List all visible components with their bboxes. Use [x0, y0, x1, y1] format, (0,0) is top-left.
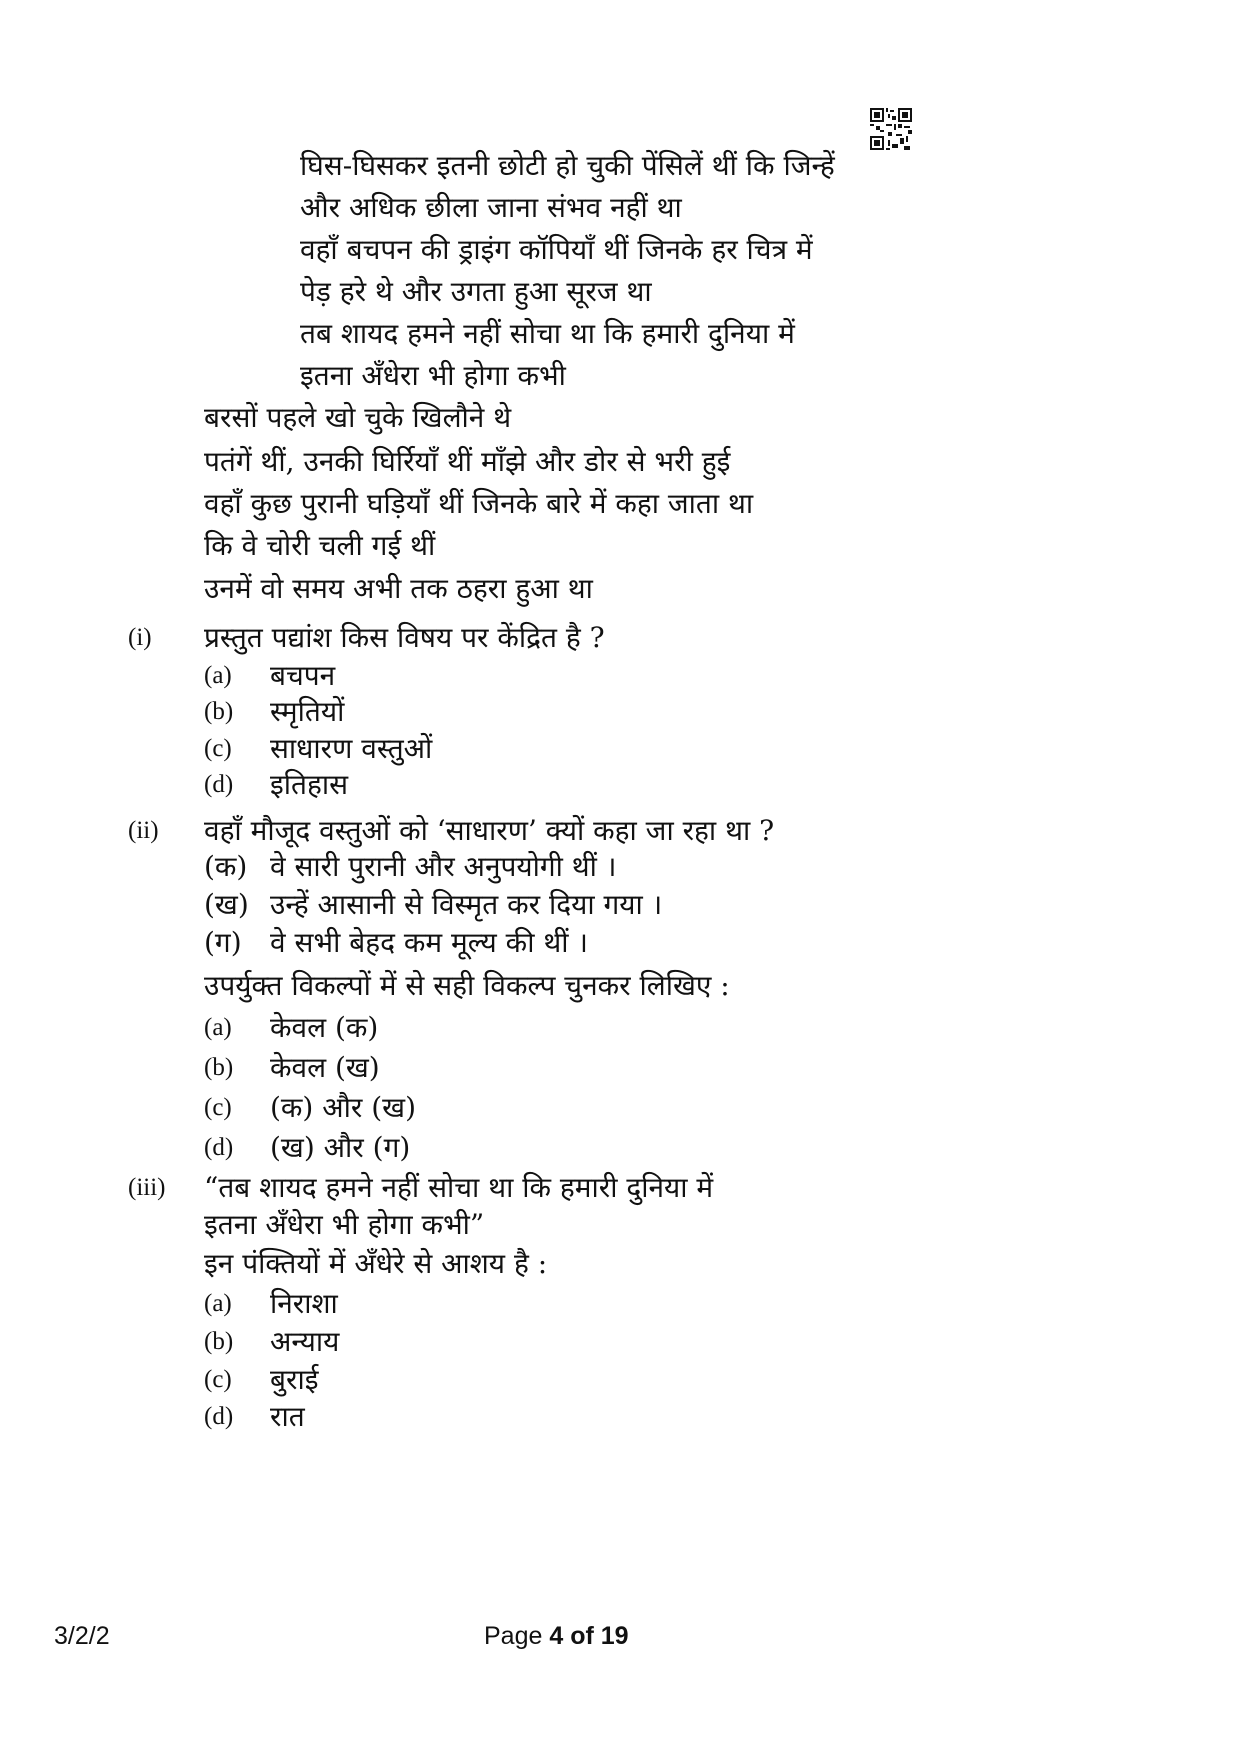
- option-text: इतिहास: [270, 768, 349, 801]
- question-number: (i): [128, 624, 152, 651]
- quote-line: “तब शायद हमने नहीं सोचा था कि हमारी दुनिया में: [204, 1171, 714, 1204]
- question-number: (ii): [128, 817, 159, 844]
- option-label: (b): [204, 698, 234, 725]
- option-label: (d): [204, 1403, 234, 1430]
- page-total: 19: [600, 1622, 629, 1650]
- question-text: इन पंक्तियों में अँधेरे से आशय है :: [204, 1247, 548, 1280]
- option-text: निराशा: [270, 1287, 338, 1320]
- option-text: (ख) और (ग): [270, 1131, 411, 1164]
- of-word: of: [570, 1622, 594, 1650]
- poem-line: इतना अँधेरा भी होगा कभी: [300, 359, 566, 392]
- statement-text: वे सभी बेहद कम मूल्य की थीं ।: [270, 926, 588, 959]
- option-label: (a): [204, 1014, 232, 1041]
- poem-line: वहाँ कुछ पुरानी घड़ियाँ थीं जिनके बारे में कहा जाता था: [204, 487, 754, 520]
- page-number: [484, 1621, 629, 1651]
- option-label: (b): [204, 1328, 234, 1355]
- option-text: बचपन: [270, 659, 336, 692]
- option-label: (c): [204, 735, 232, 762]
- option-text: (क) और (ख): [270, 1091, 417, 1124]
- paper-code: 3/2/2: [54, 1622, 110, 1650]
- poem-line: वहाँ बचपन की ड्राइंग कॉपियाँ थीं जिनके हर चित्र में: [300, 233, 813, 266]
- poem-line: उनमें वो समय अभी तक ठहरा हुआ था: [204, 572, 593, 605]
- option-label: (a): [204, 662, 232, 689]
- question-text: वहाँ मौजूद वस्तुओं को ‘साधारण’ क्यों कहा जा रहा था ?: [204, 814, 775, 847]
- option-text: केवल (ख): [270, 1051, 380, 1084]
- instruction-text: उपर्युक्त विकल्पों में से सही विकल्प चुनकर लिखिए :: [204, 969, 730, 1002]
- poem-line: पेड़ हरे थे और उगता हुआ सूरज था: [300, 275, 652, 308]
- qr-code-icon: [870, 108, 912, 150]
- poem-line: कि वे चोरी चली गई थीं: [204, 529, 436, 562]
- option-text: साधारण वस्तुओं: [270, 732, 433, 765]
- page-current: 4: [549, 1622, 564, 1650]
- page-word: Page: [484, 1622, 543, 1650]
- option-text: केवल (क): [270, 1011, 379, 1044]
- poem-line: तब शायद हमने नहीं सोचा था कि हमारी दुनिया में: [300, 317, 795, 350]
- poem-line: बरसों पहले खो चुके खिलौने थे: [204, 401, 512, 434]
- option-label: (d): [204, 1134, 234, 1161]
- option-text: स्मृतियों: [270, 695, 345, 728]
- statement-text: वे सारी पुरानी और अनुपयोगी थीं ।: [270, 850, 617, 883]
- statement-label: (ख): [204, 888, 249, 921]
- poem-line: घिस-घिसकर इतनी छोटी हो चुकी पेंसिलें थीं कि जिन्हें: [300, 149, 835, 182]
- question-text: प्रस्तुत पद्यांश किस विषय पर केंद्रित है ?: [204, 621, 605, 654]
- quote-line: इतना अँधेरा भी होगा कभी”: [204, 1208, 485, 1241]
- statement-text: उन्हें आसानी से विस्मृत कर दिया गया ।: [270, 888, 663, 921]
- option-text: अन्याय: [270, 1325, 340, 1358]
- poem-line: पतंगें थीं, उनकी घिर्रियाँ थीं माँझे और डोर से भरी हुई: [204, 445, 731, 478]
- statement-label: (क): [204, 850, 248, 883]
- poem-line: और अधिक छीला जाना संभव नहीं था: [300, 191, 682, 224]
- option-label: (c): [204, 1366, 232, 1393]
- option-text: रात: [270, 1400, 305, 1433]
- statement-label: (ग): [204, 926, 242, 959]
- option-text: बुराई: [270, 1363, 319, 1396]
- option-label: (a): [204, 1290, 232, 1317]
- option-label: (c): [204, 1094, 232, 1121]
- question-number: (iii): [128, 1174, 166, 1201]
- option-label: (b): [204, 1054, 234, 1081]
- option-label: (d): [204, 771, 234, 798]
